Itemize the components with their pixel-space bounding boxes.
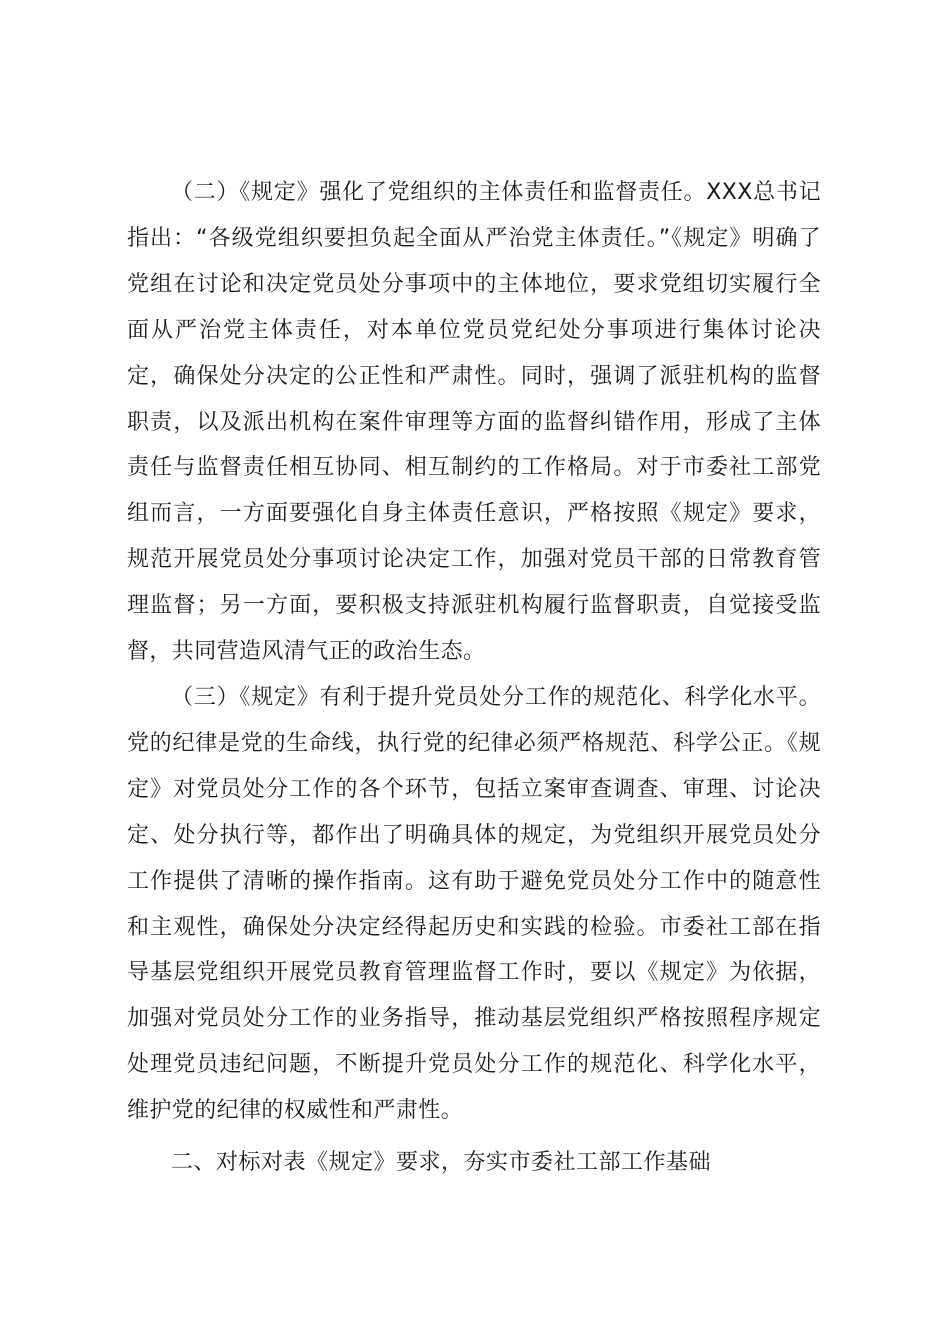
document-body xyxy=(127,170,821,1186)
section-heading: 二、对标对表《规定》要求，夯实市委社工部工作基础 xyxy=(171,1150,712,1176)
paragraph-standardization: （三）《规定》有利于提升党员处分工作的规范化、科学化水平。党的纪律是党的生命线，执行党的纪律必须严格规范、科学公正。《规定》对党员处分工作的各个环节，包括立案审查调查、审理、讨论决定、处分执行等，都作出了明确具体的规定，为党组织开展党员处分工作提供了清晰的操作指南。这有助于避免党员处分工作中的随意性和主观性，确保处分决定经得起历史和实践的检验。市委社工部在指导基层党组织开展党员教育管理监督工作时，要以《规定》为依据，加强对党员处分工作的业务指导，推动基层党组织严格按照程序规定处理党员违纪问题，不断提升党员处分工作的规范化、科学化水平，维护党的纪律的权威性和严肃性。 xyxy=(127,684,821,1124)
paragraph-responsibility: （二）《规定》强化了党组织的主体责任和监督责任。XXX总书记指出：“各级党组织要担负起全面从严治党主体责任。”《规定》明确了党组在讨论和决定党员处分事项中的主体地位，要求党组切实履行全面从严治党主体责任，对本单位党员党纪处分事项进行集体讨论决定，确保处分决定的公正性和严肃性。同时，强调了派驻机构的监督职责，以及派出机构在案件审理等方面的监督纠错作用，形成了主体责任与监督责任相互协同、相互制约的工作格局。对于市委社工部党组而言，一方面要强化自身主体责任意识，严格按照《规定》要求，规范开展党员处分事项讨论决定工作，加强对党员干部的日常教育管理监督；另一方面，要积极支持派驻机构履行监督职责，自觉接受监督，共同营造风清气正的政治生态。 xyxy=(127,180,821,665)
